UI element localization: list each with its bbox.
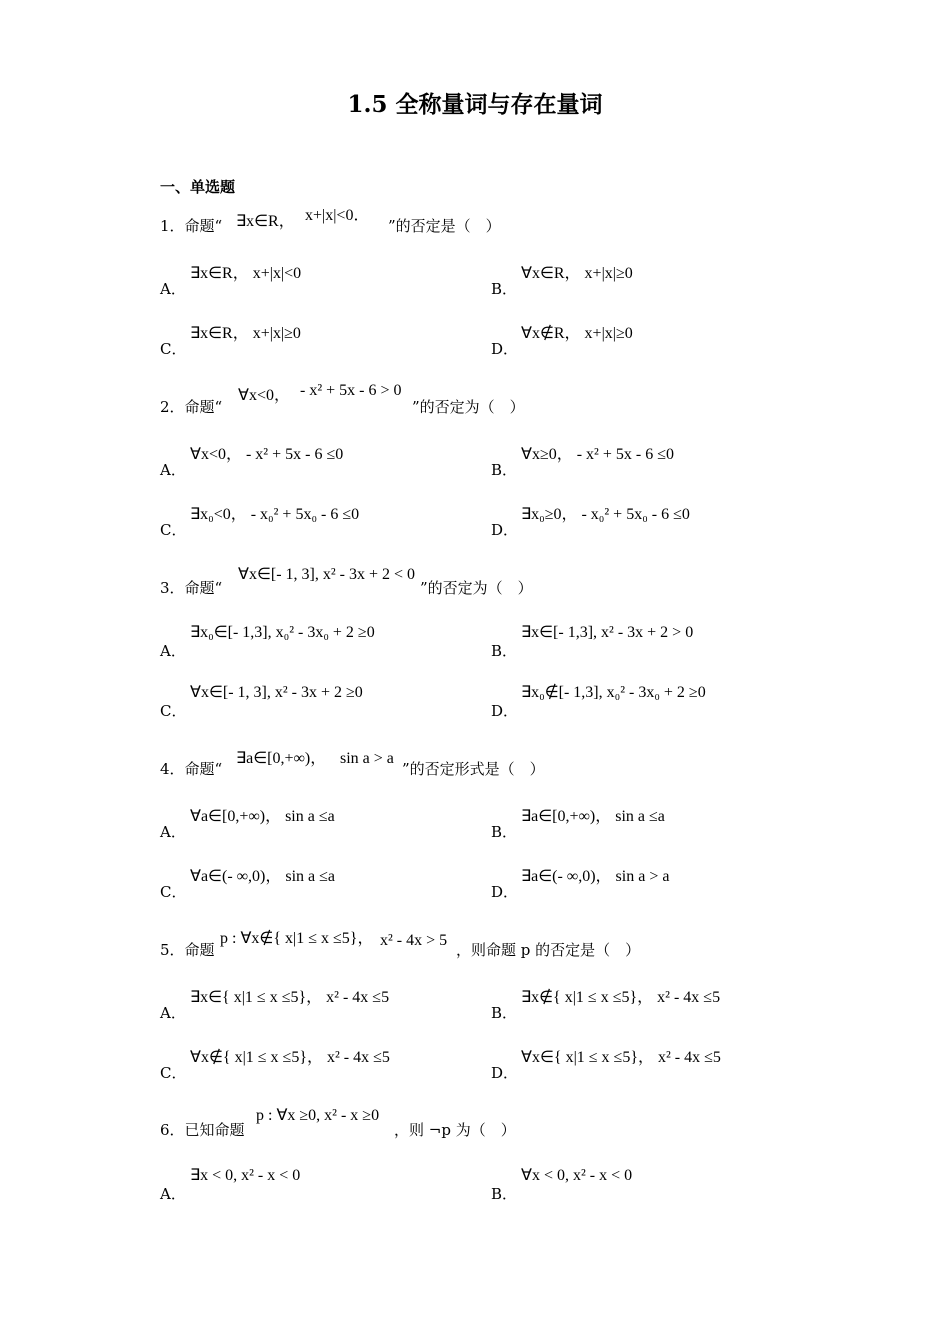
question-5-math-1: p : ∀x∉{ x|1 ≤ x ≤5}，	[220, 930, 374, 947]
question-5-math-2: x² - 4x > 5	[380, 932, 448, 949]
question-1-math-1: ∃x∈R，	[236, 213, 295, 230]
question-5-suffix: ，则命题 p 的否定是（ ）	[456, 941, 641, 959]
question-4-math-1: ∃a∈[0,+∞)，	[236, 750, 327, 767]
question-2-suffix: ”的否定为（ ）	[412, 398, 525, 416]
question-2-math-2: - x² + 5x - 6 > 0	[300, 382, 402, 399]
question-4-math-2: sin a > a	[340, 750, 394, 767]
question-6-prefix: 6．已知命题	[160, 1121, 245, 1139]
question-3-math-1: ∀x∈[- 1, 3], x² - 3x + 2 < 0	[238, 566, 416, 583]
question-3-suffix: ”的否定为（ ）	[420, 579, 533, 597]
section-heading: 一、单选题	[160, 178, 236, 196]
question-2-math-1: ∀x<0，	[238, 387, 290, 404]
question-1-suffix: ”的否定是（ ）	[388, 217, 501, 235]
question-5-prefix: 5．命题	[160, 941, 215, 959]
page-title: 1.5 全称量词与存在量词	[347, 91, 603, 118]
question-4-suffix: ”的否定形式是（ ）	[402, 760, 545, 778]
question-1-prefix: 1．命题“	[160, 217, 223, 235]
question-1-math-2: x+|x|<0．	[305, 207, 370, 224]
question-6-suffix: ，则 ¬p 为（ ）	[394, 1121, 516, 1139]
question-4-prefix: 4．命题“	[160, 760, 223, 778]
question-6-math-1: p : ∀x ≥0, x² - x ≥0	[256, 1107, 380, 1124]
question-2-prefix: 2．命题“	[160, 398, 223, 416]
question-3-prefix: 3．命题“	[160, 579, 223, 597]
